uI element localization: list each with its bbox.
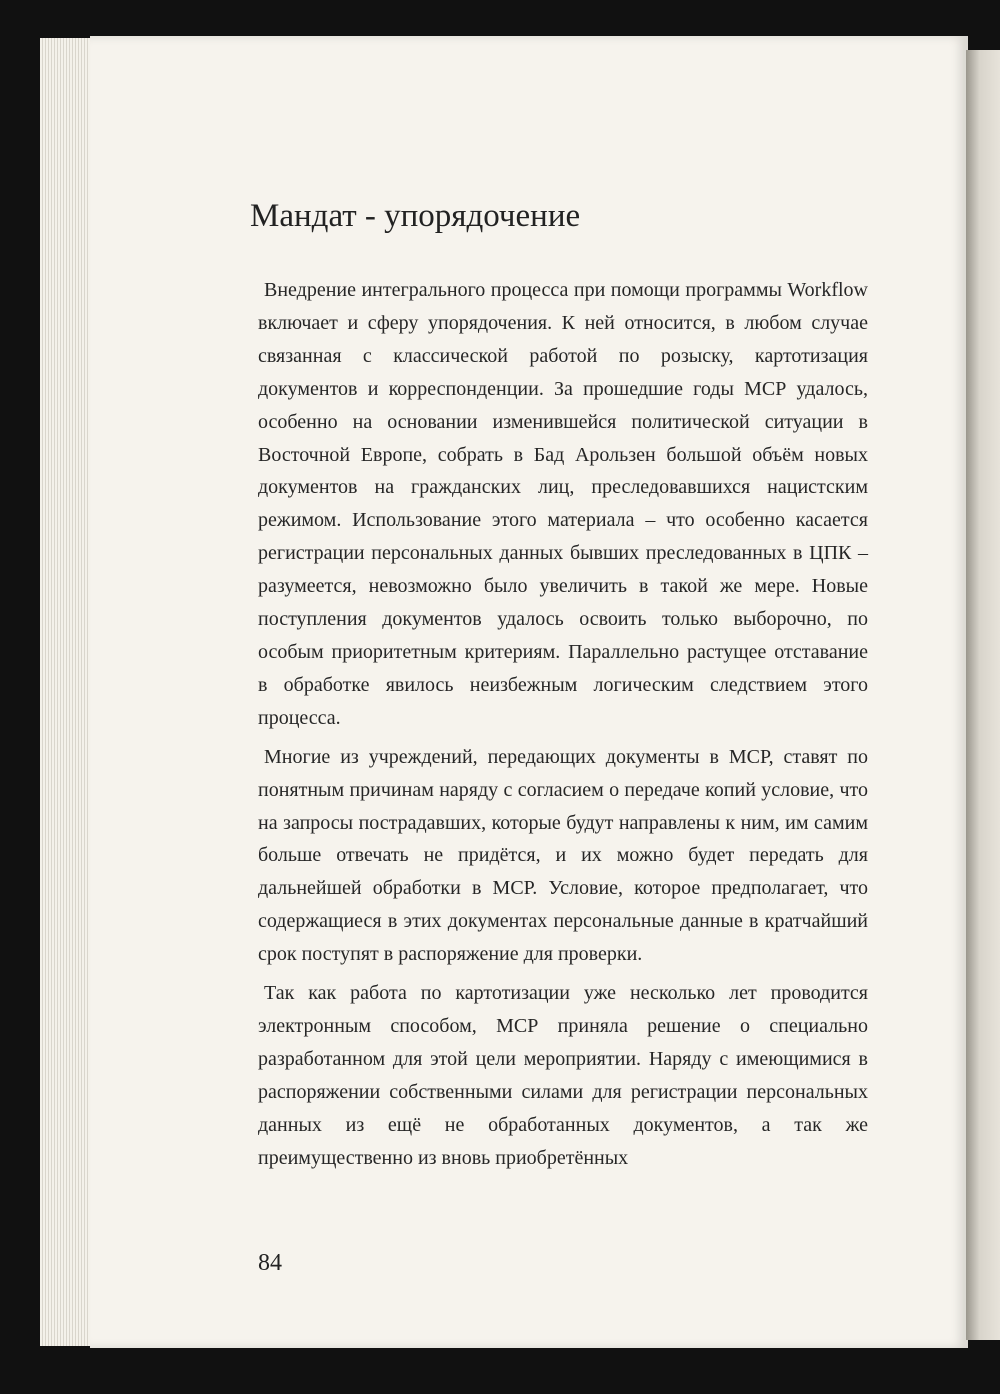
body-text	[258, 274, 868, 1180]
facing-page-edge	[966, 50, 1000, 1340]
paragraph: Так как работа по картотизации уже несколько лет проводится электронным способом, МСР приняла решение о специально разработанном для этой цели мероприятии. Наряду с имеющимися в распоряжении собственными силами для регистрации персональных данных из ещё не обработанных документов, а так же преимущественно из вновь приобретённых	[258, 982, 868, 1169]
section-title: Мандат - упорядочение	[250, 198, 581, 234]
paragraph: Внедрение интегрального процесса при помощи программы Workflow включает и сферу упорядочения. К ней относится, в любом случае связанная с классической работой по розыску, картотизация документов и корреспонденции. За прошедшие годы МСР удалось, особенно на основании изменившейся политической ситуации в Восточной Европе, собрать в Бад Арользен большой объём новых документов на гражданских лиц, преследовавшихся нацистским режимом. Использование этого материала – что особенно касается регистрации персональных данных бывших преследованных в ЦПК – разумеется, невозможно было увеличить в такой же мере. Новые поступления документов удалось освоить только выборочно, по особым приоритетным критериям. Параллельно растущее отставание в обработке явилось неизбежным логическим следствием этого процесса.	[258, 279, 868, 729]
page-number: 84	[258, 1250, 282, 1276]
paragraph: Многие из учреждений, передающих документы в МСР, ставят по понятным причинам наряду с согласием о передаче копий условие, что на запросы пострадавших, которые будут направлены к ним, им самим больше отвечать не придётся, и их можно будет передать для дальнейшей обработки в МСР. Условие, которое предполагает, что содержащиеся в этих документах персональные данные в кратчайший срок поступят в распоряжение для проверки.	[258, 745, 868, 966]
